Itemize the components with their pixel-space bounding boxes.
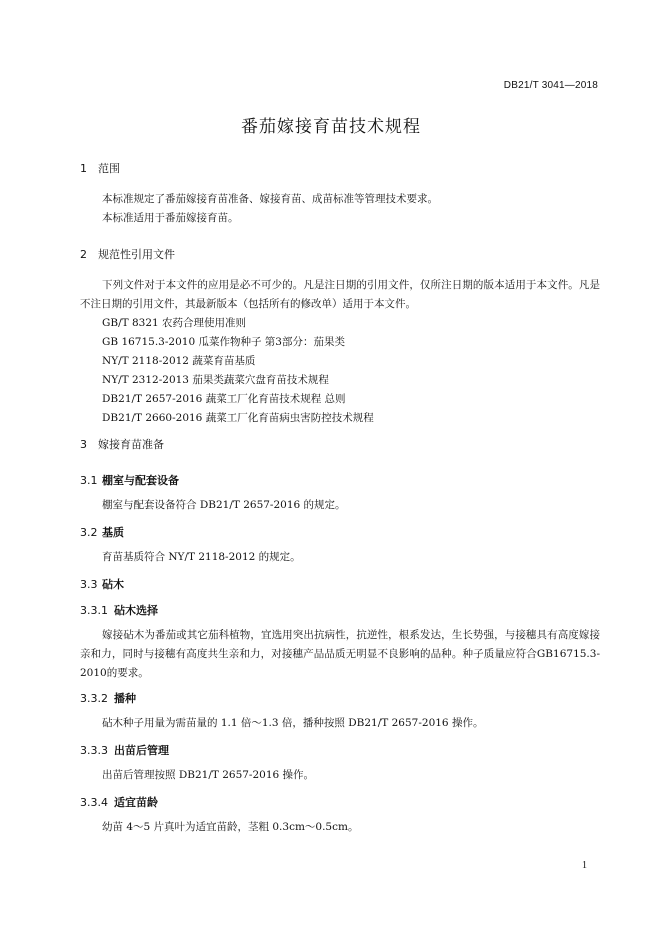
scope-paragraph-2: 本标准适用于番茄嫁接育苗。 xyxy=(102,212,239,224)
section-number: 3.3.2 xyxy=(80,692,108,705)
section-3-3-heading xyxy=(80,576,124,592)
section-3-3-3-heading xyxy=(80,742,169,758)
section-3-2-paragraph: 育苗基质符合 NY/T 2118-2012 的规定。 xyxy=(102,551,301,563)
reference-item: NY/T 2118-2012 蔬菜育苗基质 xyxy=(102,355,256,367)
document-title: 番茄嫁接育苗技术规程 xyxy=(241,117,421,137)
section-3-3-1-paragraph: 嫁接砧木为番茄或其它茄科植物，宜选用突出抗病性，抗逆性，根系发达，生长势强，与接穗具有高度嫁接亲和力，同时与接穗有高度共生亲和力，对接穗产品品质无明显不良影响的品种。种子质量应符合GB16715.3-2010的要求。 xyxy=(80,629,600,679)
section-title: 嫁接育苗准备 xyxy=(98,438,164,451)
section-title: 砧木选择 xyxy=(114,604,158,617)
section-number: 3.1 xyxy=(80,474,98,487)
section-title: 适宜苗龄 xyxy=(114,796,158,809)
section-1-heading xyxy=(80,160,120,176)
section-number: 3.3 xyxy=(80,578,98,591)
section-title: 砧木 xyxy=(102,578,124,591)
references-intro-paragraph: 下列文件对于本文件的应用是必不可少的。凡是注日期的引用文件，仅所注日期的版本适用于本文件。凡是不注日期的引用文件，其最新版本（包括所有的修改单）适用于本文件。 xyxy=(80,279,600,310)
reference-item: GB 16715.3-2010 瓜菜作物种子 第3部分：茄果类 xyxy=(102,336,345,348)
section-number: 3.3.1 xyxy=(80,604,108,617)
section-number: 2 xyxy=(80,248,87,261)
section-3-heading xyxy=(80,436,164,452)
reference-item: NY/T 2312-2013 茄果类蔬菜穴盘育苗技术规程 xyxy=(102,374,329,386)
section-3-3-1-heading xyxy=(80,602,158,618)
section-title: 出苗后管理 xyxy=(114,744,169,757)
section-3-1-paragraph: 棚室与配套设备符合 DB21/T 2657-2016 的规定。 xyxy=(102,499,346,511)
section-3-3-4-paragraph: 幼苗 4～5 片真叶为适宜苗龄，茎粗 0.3cm～0.5cm。 xyxy=(102,821,359,833)
reference-item: GB/T 8321 农药合理使用准则 xyxy=(102,317,247,329)
section-title: 棚室与配套设备 xyxy=(102,474,179,487)
section-3-1-heading xyxy=(80,472,179,488)
section-title: 基质 xyxy=(102,526,124,539)
page-number: 1 xyxy=(582,860,587,871)
section-3-2-heading xyxy=(80,524,124,540)
section-number: 3.2 xyxy=(80,526,98,539)
reference-item: DB21/T 2657-2016 蔬菜工厂化育苗技术规程 总则 xyxy=(102,393,346,405)
section-title: 播种 xyxy=(114,692,136,705)
section-number: 3.3.4 xyxy=(80,796,108,809)
section-3-3-4-heading xyxy=(80,794,158,810)
section-number: 1 xyxy=(80,162,87,175)
section-number: 3.3.3 xyxy=(80,744,108,757)
scope-paragraph-1: 本标准规定了番茄嫁接育苗准备、嫁接育苗、成苗标准等管理技术要求。 xyxy=(102,193,438,205)
section-title: 范围 xyxy=(98,162,120,175)
section-3-3-2-paragraph: 砧木种子用量为需苗量的 1.1 倍～1.3 倍，播种按照 DB21/T 2657-2016 操作。 xyxy=(102,717,484,729)
section-2-heading xyxy=(80,246,175,262)
standard-code: DB21/T 3041—2018 xyxy=(503,80,598,91)
section-number: 3 xyxy=(80,438,87,451)
section-3-3-2-heading xyxy=(80,690,136,706)
section-title: 规范性引用文件 xyxy=(98,248,175,261)
section-3-3-3-paragraph: 出苗后管理按照 DB21/T 2657-2016 操作。 xyxy=(102,769,315,781)
reference-item: DB21/T 2660-2016 蔬菜工厂化育苗病虫害防控技术规程 xyxy=(102,412,374,424)
